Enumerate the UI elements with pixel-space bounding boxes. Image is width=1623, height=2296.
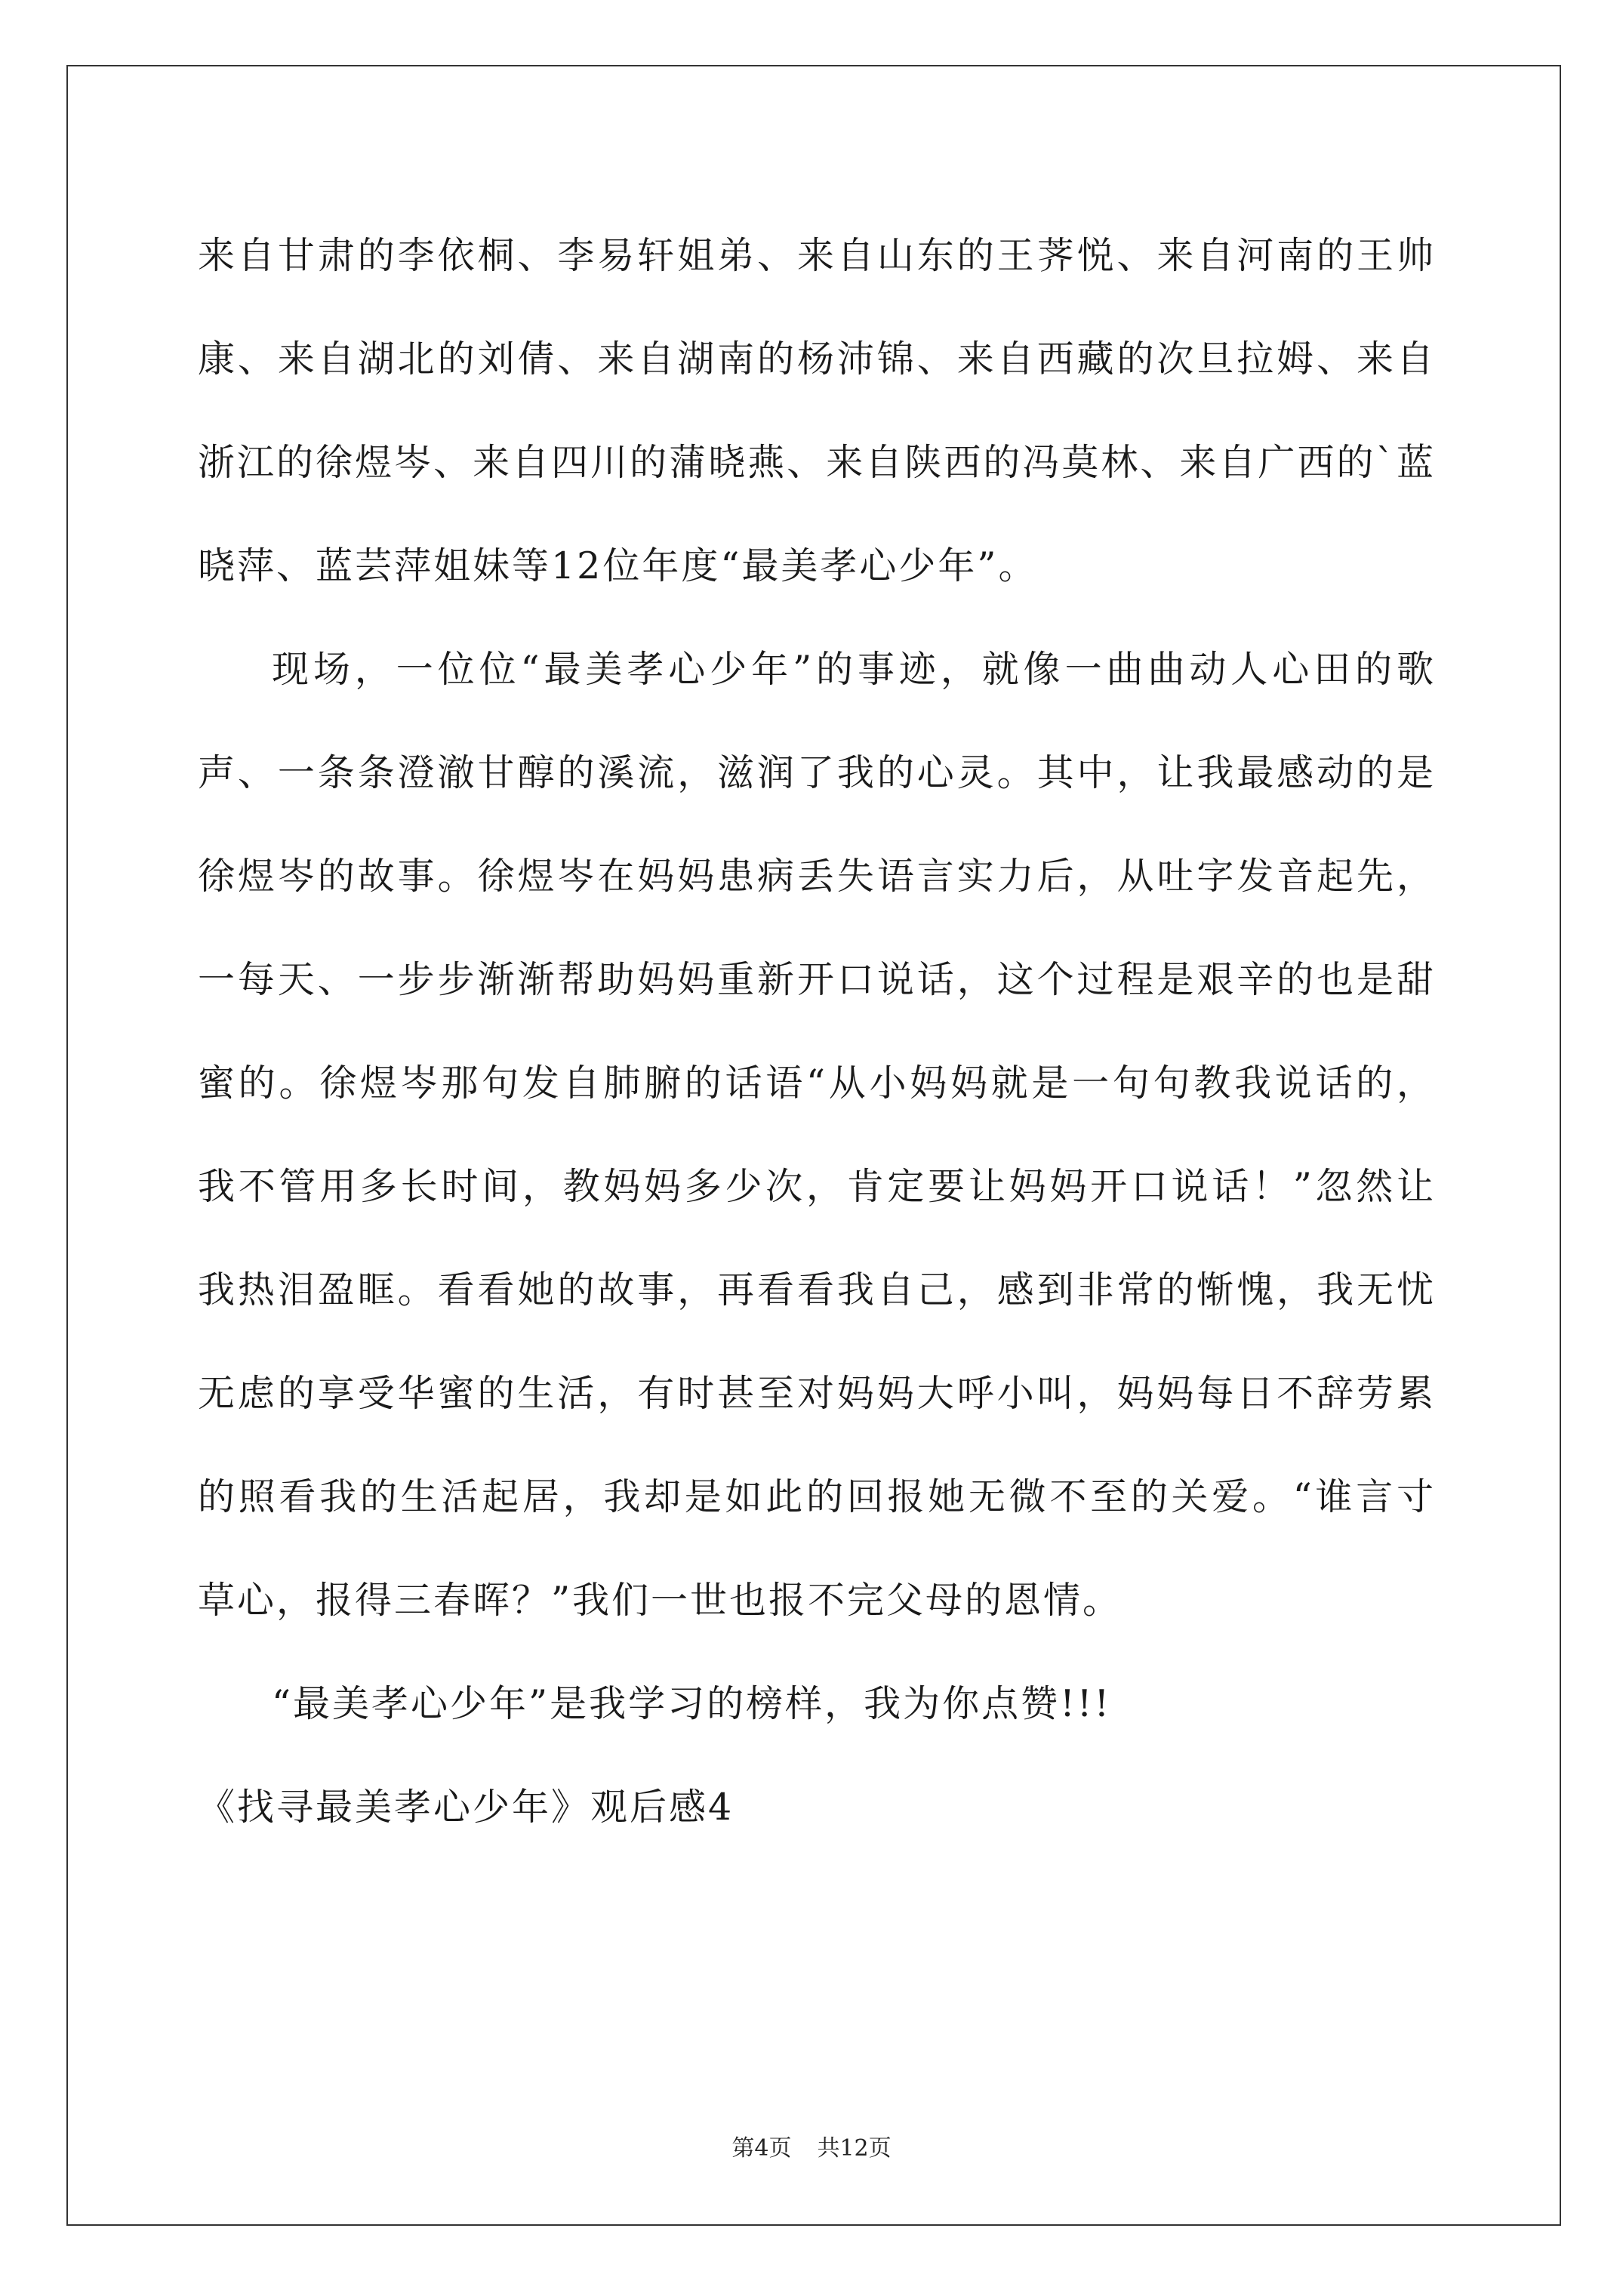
paragraph-2: 现场，一位位“最美孝心少年”的事迹，就像一曲曲动人心田的歌声、一条条澄澈甘醇的溪流，滋润了我的心灵。其中，让我最感动的是徐煜岑的故事。徐煜岑在妈妈患病丢失语言实力后，从吐字发音起先，一每天、一步步渐渐帮助妈妈重新开口说话，这个过程是艰辛的也是甜蜜的。徐煜岑那句发自肺腑的话语“从小妈妈就是一句句教我说话的，我不管用多长时间，教妈妈多少次，肯定要让妈妈开口说话！”忽然让我热泪盈眶。看看她的故事，再看看我自己，感到非常的惭愧，我无忧无虑的享受华蜜的生活，有时甚至对妈妈大呼小叫，妈妈每日不辞劳累的照看我的生活起居，我却是如此的回报她无微不至的关爱。“谁言寸草心，报得三春晖？”我们一世也报不完父母的恩情。 xyxy=(198,648,1436,1622)
page-number: 第4页 xyxy=(731,2135,792,2162)
paragraph-1: 来自甘肃的李依桐、李易轩姐弟、来自山东的王荠悦、来自河南的王帅康、来自湖北的刘倩、来自湖南的杨沛锦、来自西藏的次旦拉姆、来自浙江的徐煜岑、来自四川的蒲晓燕、来自陕西的冯莫林、来自广西的`蓝晓萍、蓝芸萍姐妹等12位年度“最美孝心少年”。 xyxy=(198,234,1436,587)
document-body xyxy=(198,204,1436,1859)
section-heading: 《找寻最美孝心少年》观后感4 xyxy=(198,1786,735,1829)
paragraph-3: “最美孝心少年”是我学习的榜样，我为你点赞!!! xyxy=(272,1682,1112,1725)
page-total: 共12页 xyxy=(817,2135,892,2162)
page-footer xyxy=(0,2129,1623,2162)
